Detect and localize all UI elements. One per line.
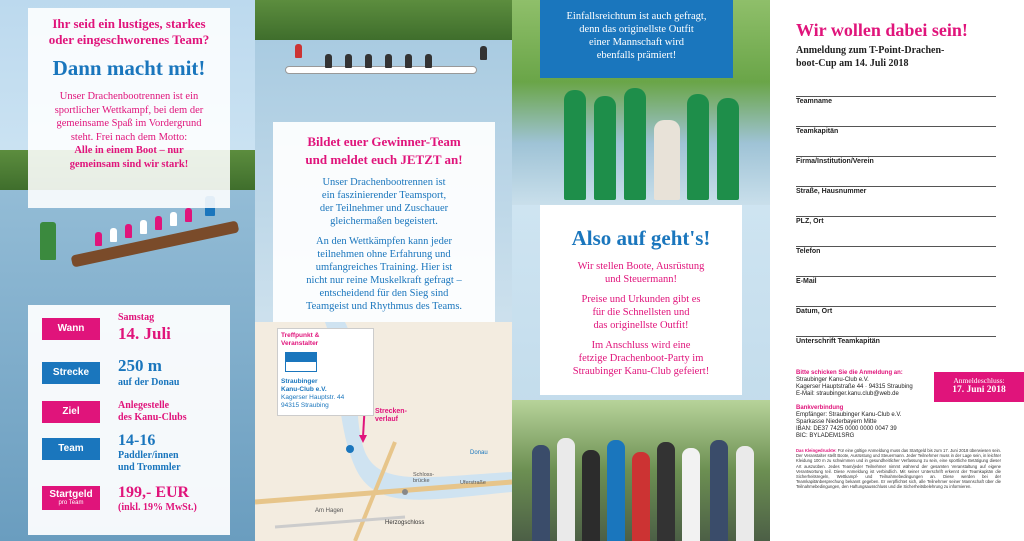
paddler <box>170 212 177 226</box>
send-to-block <box>796 370 936 398</box>
intro-text <box>28 90 230 171</box>
intro-line: steht. Frei nach dem Motto: <box>70 131 188 143</box>
lets-go-line: Wir stellen Boote, Ausrüstung <box>577 261 705 272</box>
costume-figure <box>654 120 680 200</box>
meeting-title-line: Veranstalter <box>281 340 319 347</box>
team-member <box>657 442 675 541</box>
bank-line: Empfänger: Straubinger Kanu-Club e.V. <box>796 411 902 418</box>
fact-badge-strecke: Strecke <box>42 362 100 384</box>
lets-go-line: und Steuermann! <box>604 274 678 285</box>
team-member <box>607 440 625 541</box>
fine-print-text: Für eine gültige Anmeldung muss das Startgeld bis zum 17. Juni 2018 überwiesen sein. Der Veranstalter stellt Boote, Ausrüstung und Steuermann. Jeder Teilnehmer muss in der Lage sein, in leichter Kleidung 100 m zu schwimmen und in gesundheitlicher Verfassung zu sein, eine sportliche Betätigung dieser Art auszuüben. Jedes Team/jeder Teilnehmer nimmt während der gesamten Veranstaltung auf eigene Verantwortung teil. Diese Anmeldung ist verbindlich. Mit seiner Unterschrift erkennt der Teamkapitän die Sicherheitsregeln, Wettkampf- und Teilnahmebedingungen an. Diese werden bei der Teamkapitänbesprechung bekannt gegeben. Er verpflichtet sich, alle Teilnehmer seiner Mannschaft über die Teilnahmebedingungen, den Haftungsausschluss und die Sicherheitsbelehrung zu informieren. <box>796 448 1002 490</box>
fact-value <box>118 312 171 344</box>
route-label <box>375 408 407 424</box>
tree-line <box>255 0 512 40</box>
field-line-teamkapitaen[interactable] <box>796 126 996 127</box>
fact-line: 14-16 <box>118 432 156 449</box>
paddler <box>325 54 332 68</box>
field-label-plz-ort: PLZ, Ort <box>796 218 824 225</box>
fact-badge-label: Startgeld <box>49 489 93 500</box>
field-label-firma: Firma/Institution/Verein <box>796 158 874 165</box>
field-line-email[interactable] <box>796 276 996 277</box>
location-map <box>255 322 512 541</box>
lets-go-text <box>540 260 742 378</box>
dragon-boat <box>285 66 477 74</box>
lets-go-line: fetzige Drachenboot-Party im <box>578 353 704 364</box>
info-text <box>273 176 495 313</box>
field-label-datum: Datum, Ort <box>796 308 833 315</box>
info-line: Unser Drachenbootrennen ist <box>322 177 446 188</box>
send-line: E-Mail: straubinger.kanu.club@web.de <box>796 390 899 397</box>
paddler <box>185 208 192 222</box>
street-label: Donau <box>470 450 488 456</box>
club-address <box>281 378 344 410</box>
lets-go-line: Straubinger Kanu-Club gefeiert! <box>572 366 710 377</box>
fact-value <box>118 356 180 389</box>
field-label-teamkapitaen: Teamkapitän <box>796 128 839 135</box>
costume-figure <box>594 96 616 200</box>
meeting-title-line: Treffpunkt & <box>281 332 320 339</box>
callout-line: denn das originellste Outfit <box>579 24 694 35</box>
panel-left <box>0 0 255 541</box>
route-line: Strecken- <box>375 408 407 415</box>
headline-line: oder eingeschworenes Team? <box>48 32 210 47</box>
send-title: Bitte schicken Sie die Anmeldung an: <box>796 370 903 376</box>
info-line: gleichermaßen begeistert. <box>330 216 438 227</box>
deadline-badge <box>934 372 1024 402</box>
meeting-title <box>281 332 319 348</box>
fact-badge-wann: Wann <box>42 318 100 340</box>
info-line: entscheidend für den Sieg sind <box>319 288 449 299</box>
field-line-plz-ort[interactable] <box>796 216 996 217</box>
field-label-strasse: Straße, Hausnummer <box>796 188 867 195</box>
field-line-unterschrift[interactable] <box>796 336 996 337</box>
panel-middle-right <box>512 0 770 541</box>
paddler <box>40 222 56 260</box>
paddler <box>425 54 432 68</box>
field-line-firma[interactable] <box>796 156 996 157</box>
bank-line: Sparkasse Niederbayern Mitte <box>796 418 877 425</box>
costume-figure <box>717 98 739 200</box>
headline <box>28 16 230 48</box>
info-line: der Teilnehmer und Zuschauer <box>319 203 449 214</box>
headline-line: Ihr seid ein lustiges, starkes <box>52 16 206 31</box>
bank-block <box>796 405 996 439</box>
info-line: nicht nur reine Muskelkraft gefragt – <box>306 275 462 286</box>
headline <box>273 133 495 169</box>
lets-go-line: das originellste Outfit! <box>593 320 689 331</box>
team-member <box>632 452 650 541</box>
field-line-telefon[interactable] <box>796 246 996 247</box>
team-member <box>710 440 728 541</box>
fine-print-label: Das Kleingedruckte: <box>796 448 837 453</box>
panel-middle-left <box>255 0 512 541</box>
info-line: teilnehmen ohne Erfahrung und <box>317 249 451 260</box>
field-label-unterschrift: Unterschrift Teamkapitän <box>796 338 880 345</box>
costume-figure <box>564 90 586 200</box>
paddler <box>95 232 102 246</box>
paddler <box>385 54 392 68</box>
street-label: Schloss-brücke <box>413 472 435 484</box>
street-label: Herzogschloss <box>385 520 425 526</box>
fact-line: Samstag <box>118 312 155 323</box>
team-member <box>532 445 550 541</box>
fact-line: des Kanu-Clubs <box>118 412 187 423</box>
paddler <box>405 54 412 68</box>
motto-line: Alle in einem Boot – nur <box>74 145 184 156</box>
fact-badge-ziel: Ziel <box>42 401 100 423</box>
fact-badge-sub: pro Team <box>58 500 84 506</box>
lets-go-title: Also auf geht's! <box>571 226 711 250</box>
intro-line: sportlicher Wettkampf, bei dem der <box>54 104 204 116</box>
form-title: Wir wollen dabei sein! <box>796 20 968 40</box>
fact-badge-team: Team <box>42 438 100 460</box>
costume-figure <box>687 94 709 200</box>
callout-line: ebenfalls prämiert! <box>596 50 677 61</box>
headline-line: und meldet euch JETZT an! <box>305 152 463 167</box>
callout-line: einer Mannschaft wird <box>588 37 685 48</box>
intro-line: Unser Drachenbootrennen ist ein <box>59 91 199 102</box>
fact-line: Anlegestelle <box>118 400 170 411</box>
field-label-teamname: Teamname <box>796 98 833 105</box>
fact-line: und Trommler <box>118 462 181 473</box>
paddler <box>295 44 302 58</box>
info-line: Teamgeist und Rhythmus des Teams. <box>305 301 463 312</box>
street-label: Am Hagen <box>315 508 344 514</box>
form-subtitle-line: Anmeldung zum T-Point-Drachen- <box>796 45 945 56</box>
deadline-label: Anmeldeschluss: <box>953 376 1005 385</box>
bank-line: IBAN: DE37 7425 0000 0000 0047 39 <box>796 425 897 432</box>
intro-line: gemeinsame Spaß im Vordergrund <box>56 118 202 129</box>
fact-value <box>118 432 181 474</box>
form-subtitle <box>796 44 944 70</box>
paddler <box>155 216 162 230</box>
team-member <box>582 450 600 541</box>
fact-line: 199,- EUR <box>118 484 190 501</box>
field-label-telefon: Telefon <box>796 248 821 255</box>
paddler <box>480 46 487 60</box>
fact-line: (inkl. 19% MwSt.) <box>118 502 197 513</box>
fact-value <box>118 400 187 424</box>
club-name-line: Kanu-Club e.V. <box>281 386 327 393</box>
fact-line: 14. Juli <box>118 324 171 343</box>
lets-go-line: Preise und Urkunden gibt es <box>581 294 701 305</box>
fact-line: 250 m <box>118 356 162 375</box>
lets-go-line: Im Anschluss wird eine <box>591 340 691 351</box>
paddler <box>345 54 352 68</box>
club-flag-icon <box>285 352 317 372</box>
costume-figure <box>624 88 646 200</box>
cta-title: Dann macht mit! <box>52 56 206 80</box>
fact-line: auf der Donau <box>118 377 180 388</box>
paddler <box>365 54 372 68</box>
info-line: umfangreiches Training. Hier ist <box>315 262 453 273</box>
address-line: 94315 Straubing <box>281 402 329 409</box>
field-line-teamname[interactable] <box>796 96 996 97</box>
bank-line: BIC: BYLADEM1SRG <box>796 432 855 439</box>
team-member <box>736 446 754 541</box>
send-line: Straubinger Kanu-Club e.V. <box>796 376 869 383</box>
route-line: verlauf <box>375 416 398 423</box>
fact-value <box>118 484 197 514</box>
field-line-strasse[interactable] <box>796 186 996 187</box>
paddler <box>125 224 132 238</box>
callout-text <box>540 10 733 62</box>
motto-line: gemeinsam sind wir stark! <box>69 158 189 170</box>
info-line: ein faszinierender Teamsport, <box>321 190 447 201</box>
lets-go-line: für die Schnellsten und <box>592 307 690 318</box>
field-label-email: E-Mail <box>796 278 817 285</box>
callout-line: Einfallsreichtum ist auch gefragt, <box>566 11 707 22</box>
form-subtitle-line: boot-Cup am 14. Juli 2018 <box>796 58 909 69</box>
fact-badge-startgeld <box>42 486 100 510</box>
info-line: An den Wettkämpfen kann jeder <box>316 236 452 247</box>
bank-title: Bankverbindung <box>796 405 844 411</box>
field-line-datum[interactable] <box>796 306 996 307</box>
fact-line: Paddler/innen <box>118 450 179 461</box>
street-label: Uferstraße <box>460 480 486 486</box>
deadline-date: 17. Juni 2018 <box>952 385 1006 395</box>
paddler <box>140 220 147 234</box>
address-line: Kagerser Hauptstr. 44 <box>281 394 345 401</box>
fine-print <box>796 448 1001 490</box>
paddler <box>110 228 117 242</box>
team-member <box>557 438 575 541</box>
team-member <box>682 448 700 541</box>
send-line: Kagerser Hauptstraße 44 · 94315 Straubing <box>796 383 913 390</box>
headline-line: Bildet euer Gewinner-Team <box>307 134 461 149</box>
club-name-line: Straubinger <box>281 378 318 385</box>
